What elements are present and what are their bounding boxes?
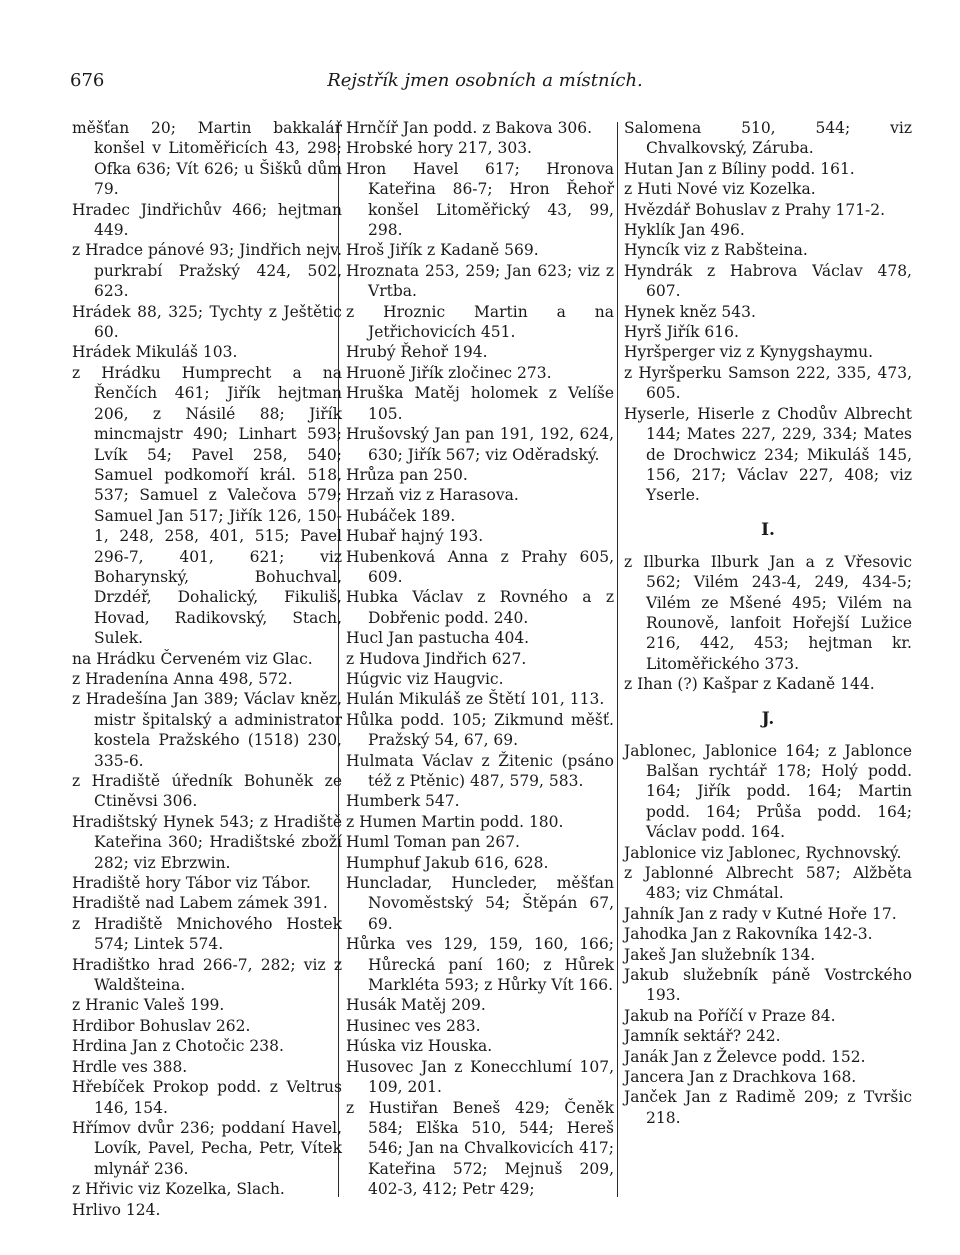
index-entry: Jamník sektář? 242. <box>624 1027 781 1046</box>
index-entry: Hůlka podd. 105; Zikmund měšť. Pražský 54, 67, 69. <box>346 710 614 750</box>
index-entry: z Hradiště úředník Bohuněk ze Ctiněvsi 306. <box>72 772 342 811</box>
running-title: Rejstřík jmen osobních a místních. <box>327 70 643 91</box>
index-entry: Jakeš Jan služebník 134. <box>624 945 816 964</box>
index-entry: Husák Matěj 209. <box>346 996 486 1015</box>
index-entry: Hrádek Mikuláš 103. <box>72 343 238 362</box>
index-entry: Jakub služebník páně Vostrckého 193. <box>624 966 912 1005</box>
index-columns <box>72 118 912 1218</box>
index-entry: z Hradce pánové 93; Jindřich nejv. purkrabí Pražský 424, 502, 623. <box>72 241 343 301</box>
index-entry: Jablonice viz Jablonec, Rychnovský. <box>624 843 902 862</box>
index-entry: Hulmata Václav z Žitenic (psáno též z Ptěnic) 487, 579, 583. <box>346 751 614 790</box>
index-column-1 <box>72 118 342 1220</box>
index-entry: z Jablonné Albrecht 587; Alžběta 483; viz Chmátal. <box>624 864 912 903</box>
index-entry: z Hradešína Jan 389; Václav kněz, mistr špitalský a administrator kostela Pražského (1518) 230, 335-6. <box>72 690 342 770</box>
index-entry: z Huti Nové viz Kozelka. <box>624 180 816 199</box>
index-entry: Hron Havel 617; Hronova Kateřina 86-7; Hron Řehoř konšel Litoměřický 43, 99, 298. <box>346 159 614 240</box>
index-entry: z Hudova Jindřich 627. <box>346 649 527 668</box>
index-entry: měšťan 20; Martin bakkalář konšel v Litoměřicích 43, 298; Ofka 636; Vít 626; u Šišků dům 79. <box>72 119 342 199</box>
index-entry: z Hroznic Martin a na Jetřichovicích 451. <box>346 302 614 342</box>
index-entry: Hůrka ves 129, 159, 160, 166; Hůrecká paní 160; z Hůrek Markléta 593; z Hůrky Vít 166. <box>346 935 614 995</box>
index-entry: Hubař hajný 193. <box>346 527 484 546</box>
index-entry: Hrubý Řehoř 194. <box>346 343 488 362</box>
index-entry: z Hřivic viz Kozelka, Slach. <box>72 1180 285 1199</box>
index-entry: Hubáček 189. <box>346 506 456 525</box>
index-entry: z Hradenína Anna 498, 572. <box>72 669 293 688</box>
index-entry: z Hrádku Humprecht a na Řenčích 461; Jiřík hejtman 206, z Násilé 88; Jiřík mincmajstr 490; Linhart 593; Lvík 54; Pavel 258, 540; Samuel podkomoří král. 518, 537; Samuel z Valečova 579; Samuel Jan 517; Jiřík 126, 150-1, 248, 258, 401, 515; Pavel 296-7, 401, 621; viz Boharynský, Bohuchval, Drzdéř, Dohalický, Fikuliš, Hovad, Radikovský, Stach, Sulek. <box>72 363 342 648</box>
index-entry: Hrůza pan 250. <box>346 465 468 484</box>
index-entry: Hrobské hory 217, 303. <box>346 139 532 158</box>
index-entry: Hyndrák z Habrova Václav 478, 607. <box>624 261 912 301</box>
index-entry: Husinec ves 283. <box>346 1016 481 1035</box>
index-entry: Hrádek 88, 325; Tychty z Ještětic 60. <box>72 302 342 342</box>
index-entry: Hrzaň viz z Harasova. <box>346 486 519 505</box>
index-entry: Hyserle, Hiserle z Chodův Albrecht 144; Mates 227, 229, 334; Mates de Drochwicz 234; Mikuláš 145, 156, 217; Václav 227, 408; viz Yserle. <box>624 404 912 505</box>
index-column-3 <box>624 118 912 1128</box>
index-entry: Hřebíček Prokop podd. z Veltrus 146, 154. <box>72 1078 342 1117</box>
index-entry: Hulán Mikuláš ze Štětí 101, 113. <box>346 690 605 709</box>
index-entry: Jancera Jan z Drachkova 168. <box>624 1068 857 1087</box>
index-entry: Hrdibor Bohuslav 262. <box>72 1016 251 1035</box>
page-header <box>70 70 900 100</box>
index-column-2 <box>346 118 614 1200</box>
index-entry: Húgvic viz Haugvic. <box>346 669 504 688</box>
index-entry: Hucl Jan pastucha 404. <box>346 629 530 648</box>
index-entry: Jakub na Poříčí v Praze 84. <box>624 1006 836 1025</box>
index-entry: Húska viz Houska. <box>346 1037 493 1056</box>
index-entry: Hradec Jindřichův 466; hejtman 449. <box>72 200 342 240</box>
index-entry: Hyncík viz z Rabšteina. <box>624 241 808 260</box>
index-entry: z Humen Martin podd. 180. <box>346 812 564 831</box>
index-entry: Hradiště hory Tábor viz Tábor. <box>72 874 311 893</box>
index-entry: Hrlivo 124. <box>72 1200 161 1219</box>
column-divider <box>617 122 618 1197</box>
index-entry: na Hrádku Červeném viz Glac. <box>72 649 313 668</box>
index-entry: Hroznata 253, 259; Jan 623; viz z Vrtba. <box>346 261 614 301</box>
index-entry: Hrnčíř Jan podd. z Bakova 306. <box>346 119 593 137</box>
index-entry: Hvězdář Bohuslav z Prahy 171-2. <box>624 200 886 219</box>
index-entry: z Hradiště Mnichového Hostek 574; Lintek 574. <box>72 914 342 954</box>
index-entry: Hradištko hrad 266-7, 282; viz z Waldšteina. <box>72 955 342 995</box>
index-entry: Humphuf Jakub 616, 628. <box>346 853 549 872</box>
index-entry: z Hustiřan Beneš 429; Čeněk 584; Elška 510, 544; Hereš 546; Jan na Chvalkovicích 417; Kateřina 572; Mejnuš 209, 402-3, 412; Petr 429; <box>346 1098 614 1199</box>
index-entry: z Hranic Valeš 199. <box>72 996 225 1015</box>
index-entry: Huncladar, Huncleder, měšťan Novoměstský 54; Štěpán 67, 69. <box>346 874 614 933</box>
index-entry: z Hyršperku Samson 222, 335, 473, 605. <box>624 363 912 403</box>
index-entry: Hruška Matěj holomek z Velíše 105. <box>346 384 614 423</box>
page-number: 676 <box>70 70 105 91</box>
index-entry: Hyršperger viz z Kynygshaymu. <box>624 343 874 362</box>
index-entry: Jahodka Jan z Rakovníka 142-3. <box>624 925 873 944</box>
index-entry: Hynek kněz 543. <box>624 302 756 321</box>
index-entry: Hrdle ves 388. <box>72 1057 188 1076</box>
index-entry: Hradištský Hynek 543; z Hradiště Kateřina 360; Hradištské zboží 282; viz Ebrzwin. <box>72 812 342 872</box>
index-entry: Hubka Václav z Rovného a z Dobřenic podd. 240. <box>346 588 614 627</box>
index-entry: Salomena 510, 544; viz Chvalkovský, Záruba. <box>624 119 912 158</box>
index-entry: Hrdina Jan z Chotočic 238. <box>72 1037 284 1056</box>
index-entry: z Ihan (?) Kašpar z Kadaně 144. <box>624 675 875 694</box>
index-entry: Jablonec, Jablonice 164; z Jablonce Balšan rychtář 178; Holý podd. 164; Jiřík podd. 164; Martin podd. 164; Průša podd. 164; Václav podd. 164. <box>624 741 912 842</box>
index-entry: Hyklík Jan 496. <box>624 221 745 240</box>
index-entry: Janček Jan z Radimě 209; z Tvršic 218. <box>624 1088 912 1127</box>
index-entry: Hrušovský Jan pan 191, 192, 624, 630; Jiřík 567; viz Oděradský. <box>346 425 614 464</box>
index-entry: Jahník Jan z rady v Kutné Hoře 17. <box>624 904 897 923</box>
index-entry: Hroš Jiřík z Kadaně 569. <box>346 241 539 260</box>
index-entry: Janák Jan z Želevce podd. 152. <box>624 1047 866 1066</box>
index-entry: Hruoně Jiřík zločinec 273. <box>346 363 552 382</box>
index-entry: Hutan Jan z Bíliny podd. 161. <box>624 159 855 178</box>
index-entry: Humberk 547. <box>346 792 460 811</box>
index-entry: Hubenková Anna z Prahy 605, 609. <box>346 547 614 586</box>
index-entry: z Ilburka Ilburk Jan a z Vřesovic 562; Vilém 243-4, 249, 434-5; Vilém ze Mšené 495; Vilém na Rounově, lanfoit Hořejší Lužice 216, 442, 453; hejtman kr. Litoměřického 373. <box>624 552 912 673</box>
index-entry: Hřímov dvůr 236; poddaní Havel, Lovík, Pavel, Pecha, Petr, Vítek mlynář 236. <box>72 1118 342 1178</box>
section-heading-j: J. <box>761 708 775 729</box>
index-entry: Hradiště nad Labem zámek 391. <box>72 894 328 913</box>
index-entry: Huml Toman pan 267. <box>346 833 520 852</box>
section-heading-i: I. <box>761 519 775 540</box>
index-entry: Hyrš Jiřík 616. <box>624 323 739 342</box>
index-entry: Husovec Jan z Konecchlumí 107, 109, 201. <box>346 1057 614 1097</box>
